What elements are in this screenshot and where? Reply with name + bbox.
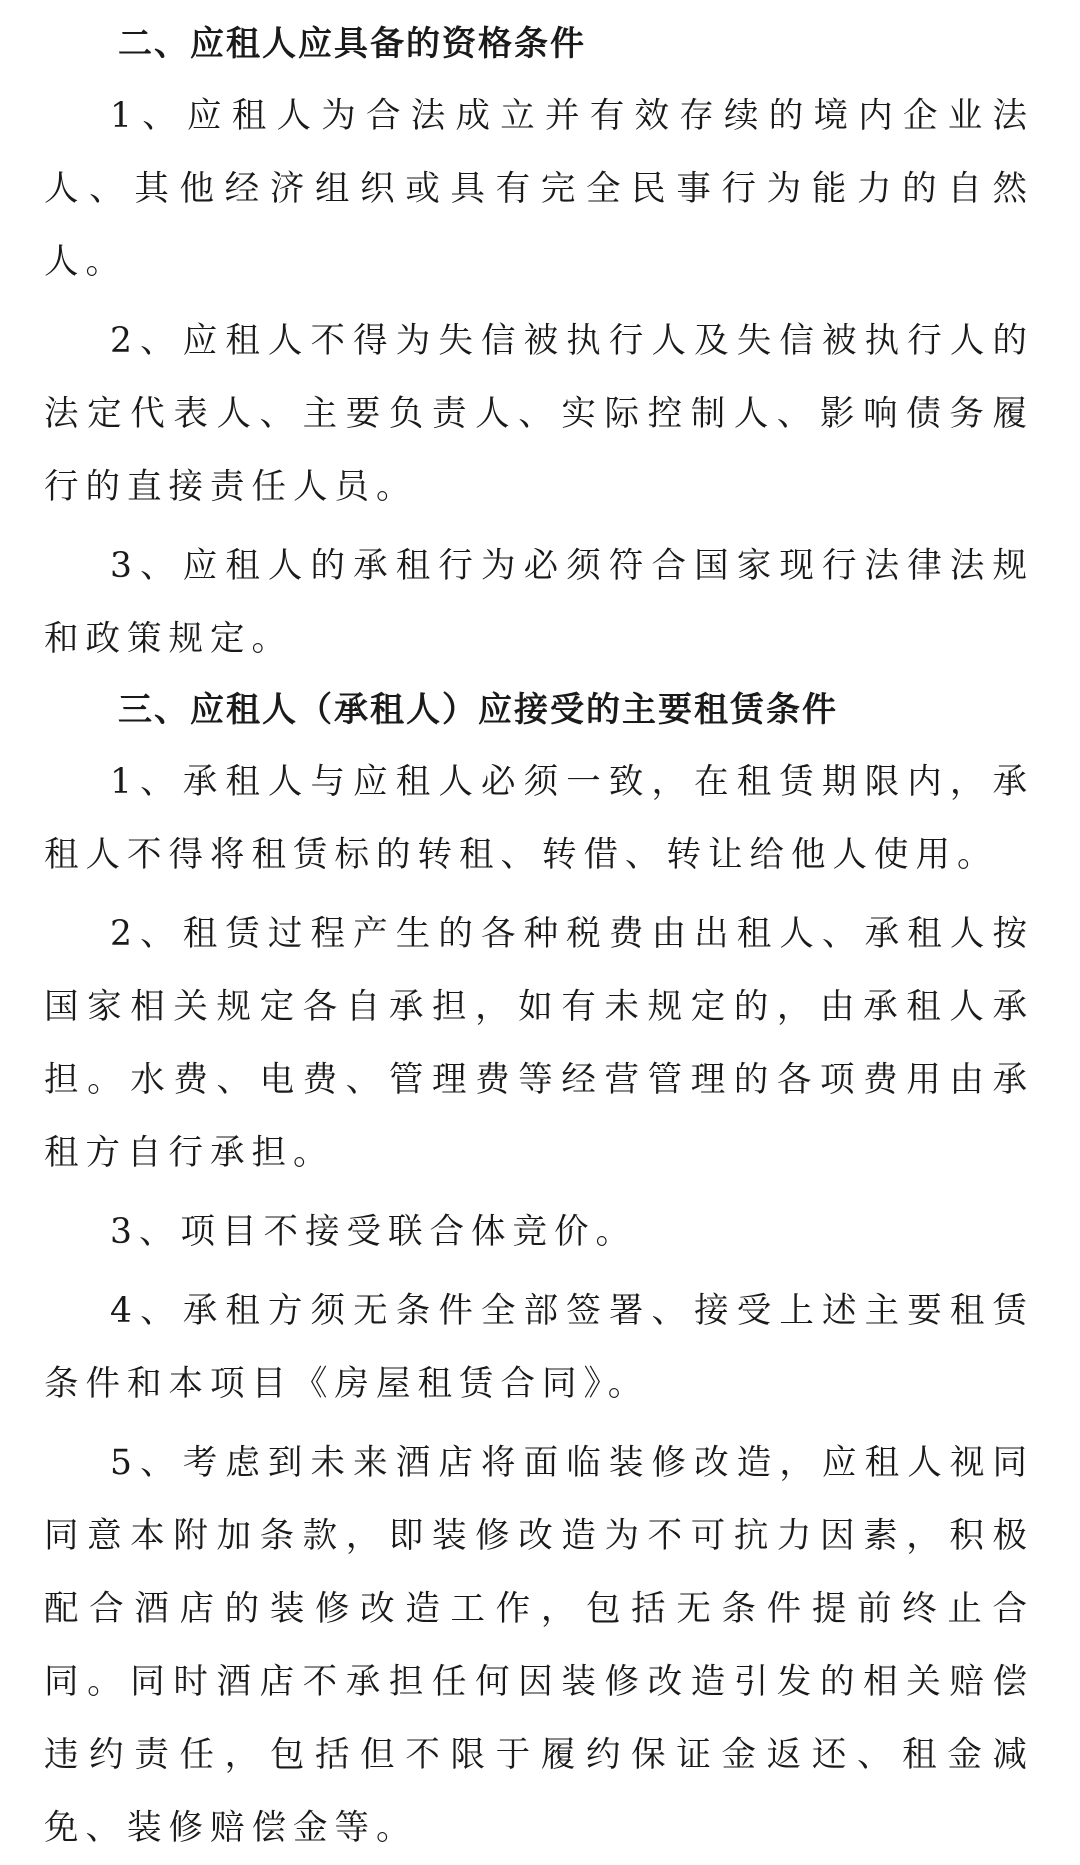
qualification-item-1: 1、应租人为合法成立并有效存续的境内企业法人、其他经济组织或具有完全民事行为能力的自然人。: [44, 96, 1034, 282]
lease-condition-item-2: 2、租赁过程产生的各种税费由出租人、承租人按国家相关规定各自承担，如有未规定的，由承租人承担。水费、电费、管理费等经营管理的各项费用由承租方自行承担。: [44, 914, 1034, 1173]
lease-condition-item-4: 4、承租方须无条件全部签署、接受上述主要租赁条件和本项目《房屋租赁合同》。: [44, 1291, 1034, 1404]
qualification-item-3: 3、应租人的承租行为必须符合国家现行法律法规和政策规定。: [44, 546, 1034, 659]
lease-condition-item-5: 5、考虑到未来酒店将面临装修改造，应租人视同同意本附加条款，即装修改造为不可抗力因素，积极配合酒店的装修改造工作，包括无条件提前终止合同。同时酒店不承担任何因装修改造引发的相关赔偿违约责任，包括但不限于履约保证金返还、租金减免、装修赔偿金等。: [44, 1443, 1034, 1848]
section-heading-qualifications: 二、应租人应具备的资格条件: [118, 24, 586, 64]
section-heading-lease-conditions: 三、应租人（承租人）应接受的主要租赁条件: [118, 690, 838, 730]
document-page: [44, 14, 1034, 1865]
lease-condition-item-3: 3、项目不接受联合体竞价。: [110, 1212, 637, 1252]
lease-condition-item-1: 1、承租人与应租人必须一致，在租赁期限内，承租人不得将租赁标的转租、转借、转让给他人使用。: [44, 762, 1034, 875]
qualification-item-2: 2、应租人不得为失信被执行人及失信被执行人的法定代表人、主要负责人、实际控制人、影响债务履行的直接责任人员。: [44, 321, 1034, 507]
